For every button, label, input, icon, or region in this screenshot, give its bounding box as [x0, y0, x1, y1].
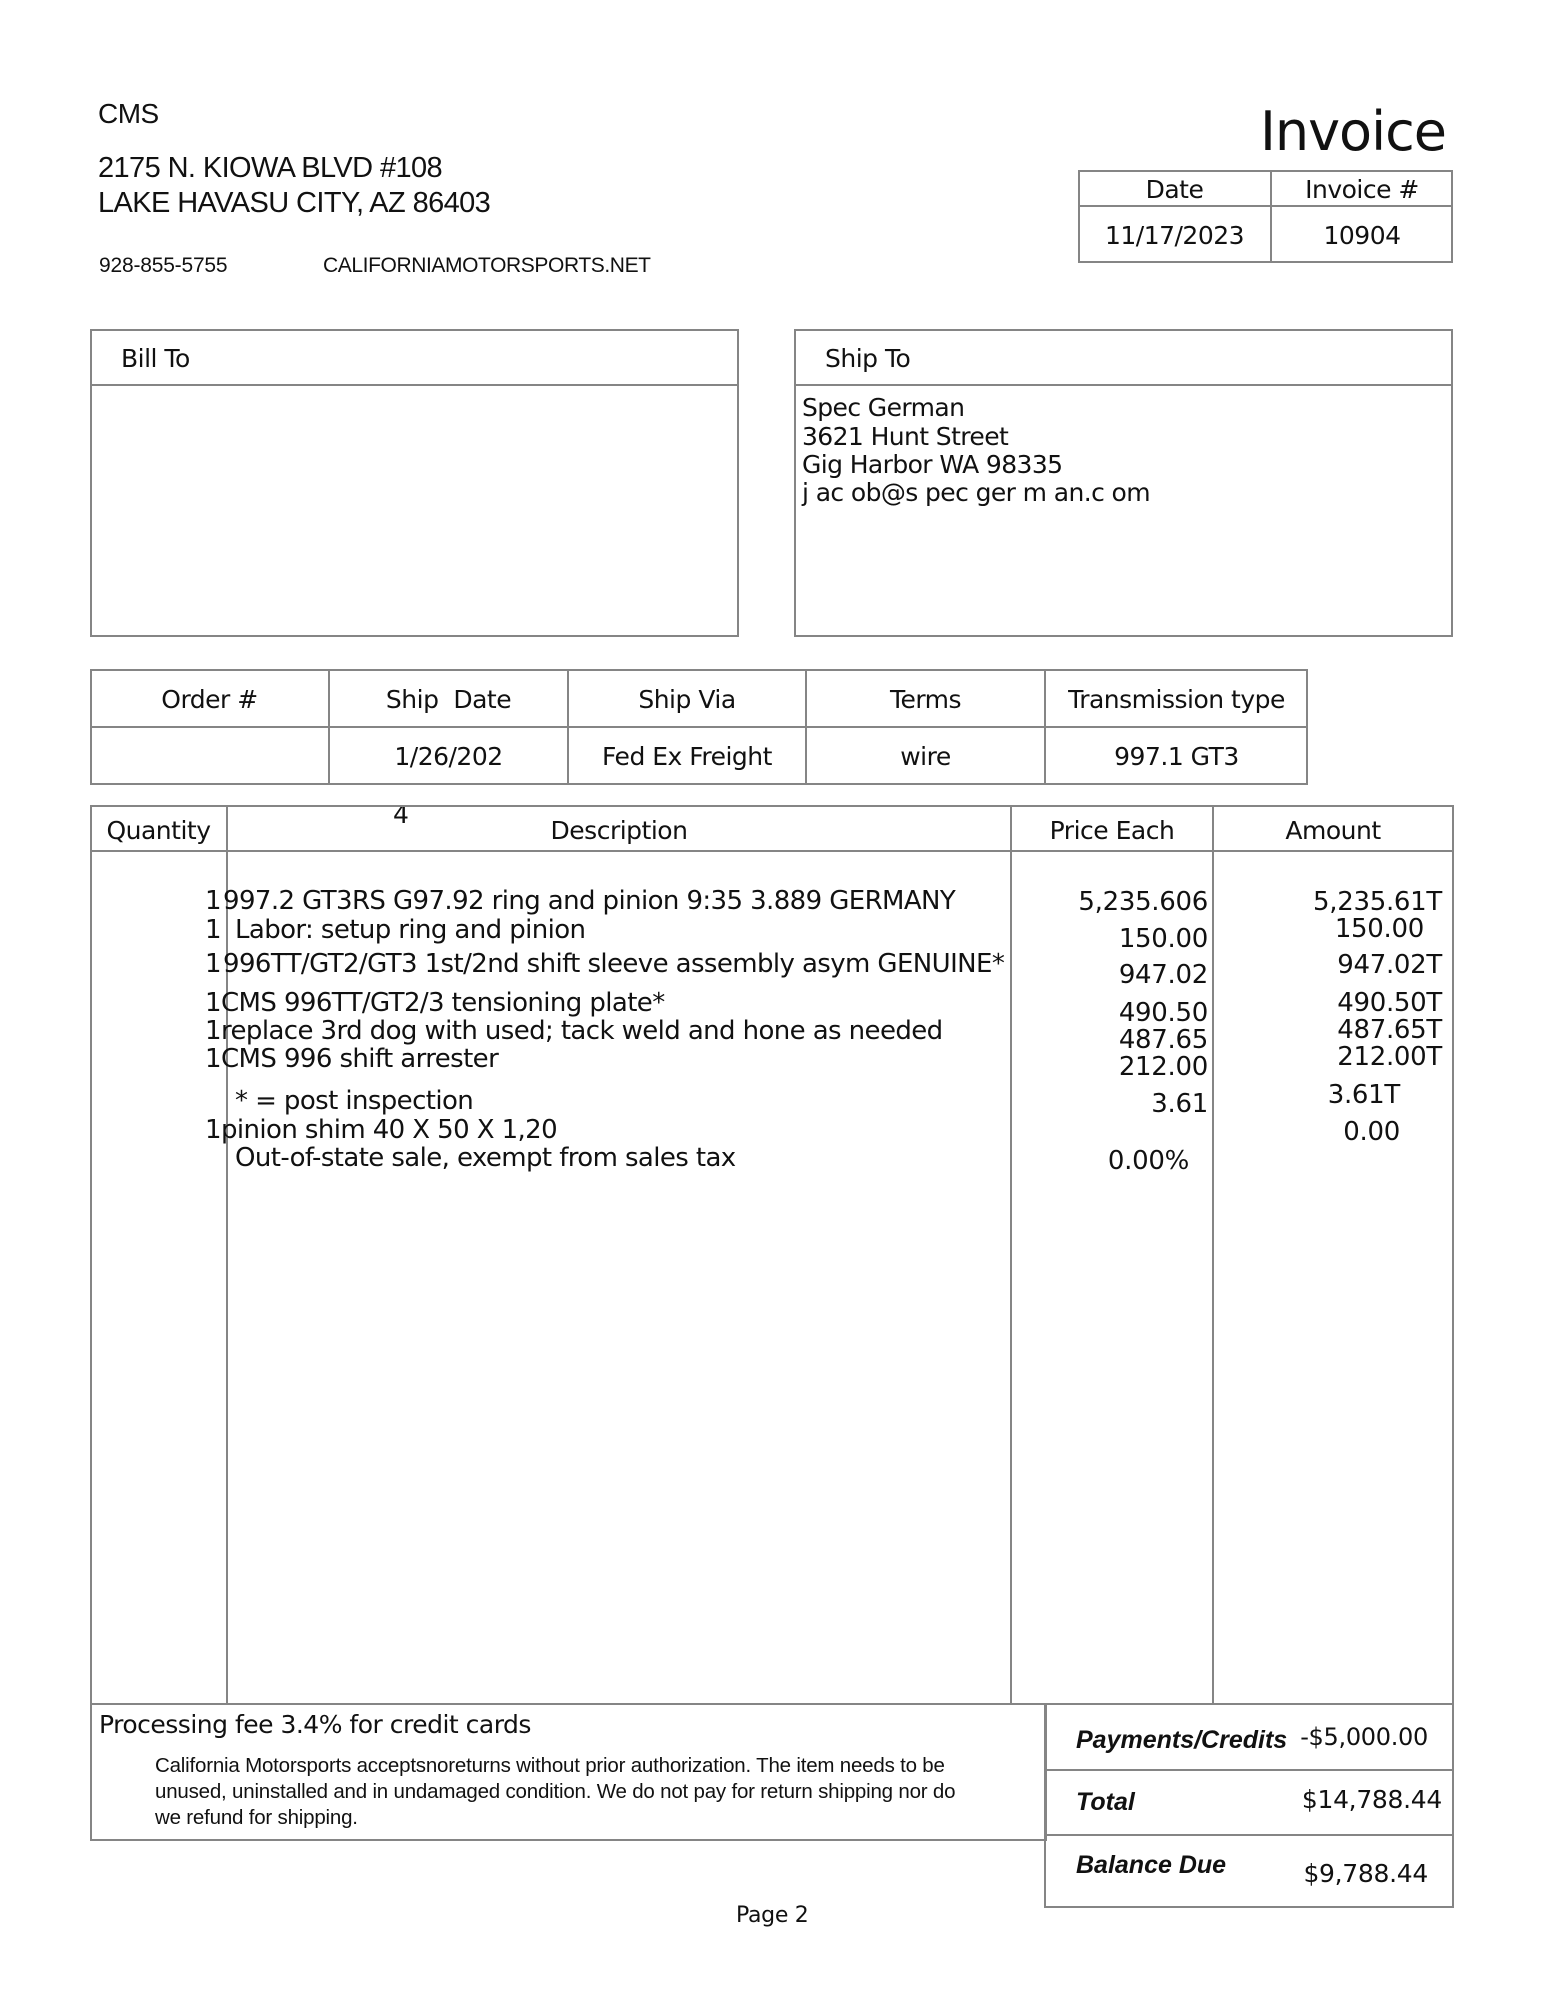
- item-amount: 490.50T: [1337, 988, 1442, 1018]
- bill-to-label: Bill To: [121, 344, 190, 373]
- tax-rate: 0.00%: [1107, 1146, 1189, 1176]
- item-description: Labor: setup ring and pinion: [235, 915, 586, 945]
- balance-due-value: $9,788.44: [1303, 1859, 1428, 1888]
- amount-header: Amount: [1285, 815, 1381, 845]
- payments-credits-value: -$5,000.00: [1300, 1723, 1428, 1751]
- order-number-value: [90, 728, 329, 784]
- item-amount: 0.00: [1343, 1117, 1400, 1147]
- item-price: 487.65: [1118, 1025, 1208, 1055]
- company-website: CALIFORNIAMOTORSPORTS.NET: [323, 254, 651, 277]
- item-amount: 5,235.61T: [1313, 887, 1442, 917]
- total-label: Total: [1076, 1788, 1135, 1816]
- invoice-title: Invoice: [1259, 100, 1446, 163]
- returns-policy-line: California Motorsports acceptsnoreturns without prior authorization. The item needs to be: [155, 1754, 945, 1777]
- ship-date-overflow: 4: [393, 800, 409, 829]
- processing-fee-note: Processing fee 3.4% for credit cards: [99, 1710, 531, 1739]
- transmission-type-value: 997.1 GT3: [1114, 741, 1239, 771]
- returns-policy-line: unused, uninstalled and in undamaged condition. We do not pay for return shipping nor do: [155, 1780, 956, 1803]
- item-price: 947.02: [1118, 960, 1208, 990]
- page-number: Page 2: [736, 1903, 809, 1928]
- returns-policy-line: we refund for shipping.: [155, 1806, 358, 1829]
- item-qty: 1: [205, 1016, 221, 1046]
- item-description: CMS 996TT/GT2/3 tensioning plate*: [221, 988, 665, 1018]
- total-value: $14,788.44: [1301, 1785, 1442, 1814]
- item-price: 212.00: [1118, 1052, 1208, 1082]
- company-phone: 928-855-5755: [99, 254, 228, 277]
- invoice-date: 11/17/2023: [1104, 220, 1245, 250]
- item-qty: 1: [205, 915, 221, 945]
- ship-to-email: j ac ob@s pec ger m an.c om: [802, 478, 1151, 507]
- ship-via-value: Fed Ex Freight: [602, 741, 772, 771]
- item-description: 996TT/GT2/GT3 1st/2nd shift sleeve assembly asym GENUINE*: [223, 949, 1005, 979]
- item-description: 997.2 GT3RS G97.92 ring and pinion 9:35 3.889 GERMANY: [223, 886, 956, 916]
- item-amount: 487.65T: [1337, 1015, 1442, 1045]
- item-price: 490.50: [1118, 998, 1208, 1028]
- company-address-line1: 2175 N. KIOWA BLVD #108: [98, 152, 443, 184]
- item-description: * = post inspection: [235, 1086, 474, 1116]
- item-amount: 3.61T: [1327, 1080, 1400, 1110]
- balance-due-label: Balance Due: [1076, 1851, 1227, 1879]
- item-description: CMS 996 shift arrester: [221, 1044, 499, 1074]
- bill-to-box: [90, 329, 739, 637]
- ship-to-line: Gig Harbor WA 98335: [802, 450, 1063, 479]
- date-header: Date: [1145, 175, 1204, 204]
- item-qty: 1: [205, 1044, 221, 1074]
- item-qty: 1: [205, 988, 221, 1018]
- ship-to-line: Spec German: [802, 393, 965, 422]
- item-price: 150.00: [1118, 924, 1208, 954]
- ship-to-label: Ship To: [825, 344, 911, 373]
- item-price: 3.61: [1151, 1089, 1208, 1119]
- terms-value: wire: [900, 741, 951, 771]
- item-price: 5,235.606: [1078, 887, 1208, 917]
- item-description: pinion shim 40 X 50 X 1,20: [221, 1115, 558, 1145]
- item-description: replace 3rd dog with used; tack weld and hone as needed: [221, 1016, 943, 1046]
- description-header: Description: [550, 815, 688, 845]
- quantity-header: Quantity: [106, 815, 211, 845]
- item-qty: 1: [205, 1115, 221, 1145]
- item-qty: 1: [205, 886, 221, 916]
- ship-date-value: 1/26/202: [394, 741, 503, 771]
- item-amount: 150.00: [1334, 914, 1424, 944]
- company-name: CMS: [98, 98, 159, 129]
- item-qty: 1: [205, 949, 221, 979]
- ship-via-header: Ship Via: [638, 684, 736, 714]
- item-description: Out-of-state sale, exempt from sales tax: [235, 1143, 736, 1173]
- item-amount: 947.02T: [1337, 950, 1442, 980]
- item-amount: 212.00T: [1337, 1042, 1442, 1072]
- invoice-number: 10904: [1323, 220, 1401, 250]
- company-address-line2: LAKE HAVASU CITY, AZ 86403: [98, 187, 491, 219]
- transmission-type-header: Transmission type: [1068, 684, 1285, 714]
- invoice-number-header: Invoice #: [1305, 175, 1419, 204]
- terms-header: Terms: [889, 684, 962, 714]
- ship-to-line: 3621 Hunt Street: [802, 422, 1009, 451]
- payments-credits-label: Payments/Credits: [1076, 1726, 1288, 1754]
- order-number-header: Order #: [161, 684, 258, 714]
- price-each-header: Price Each: [1049, 815, 1175, 845]
- ship-date-header: Ship Date: [385, 684, 512, 714]
